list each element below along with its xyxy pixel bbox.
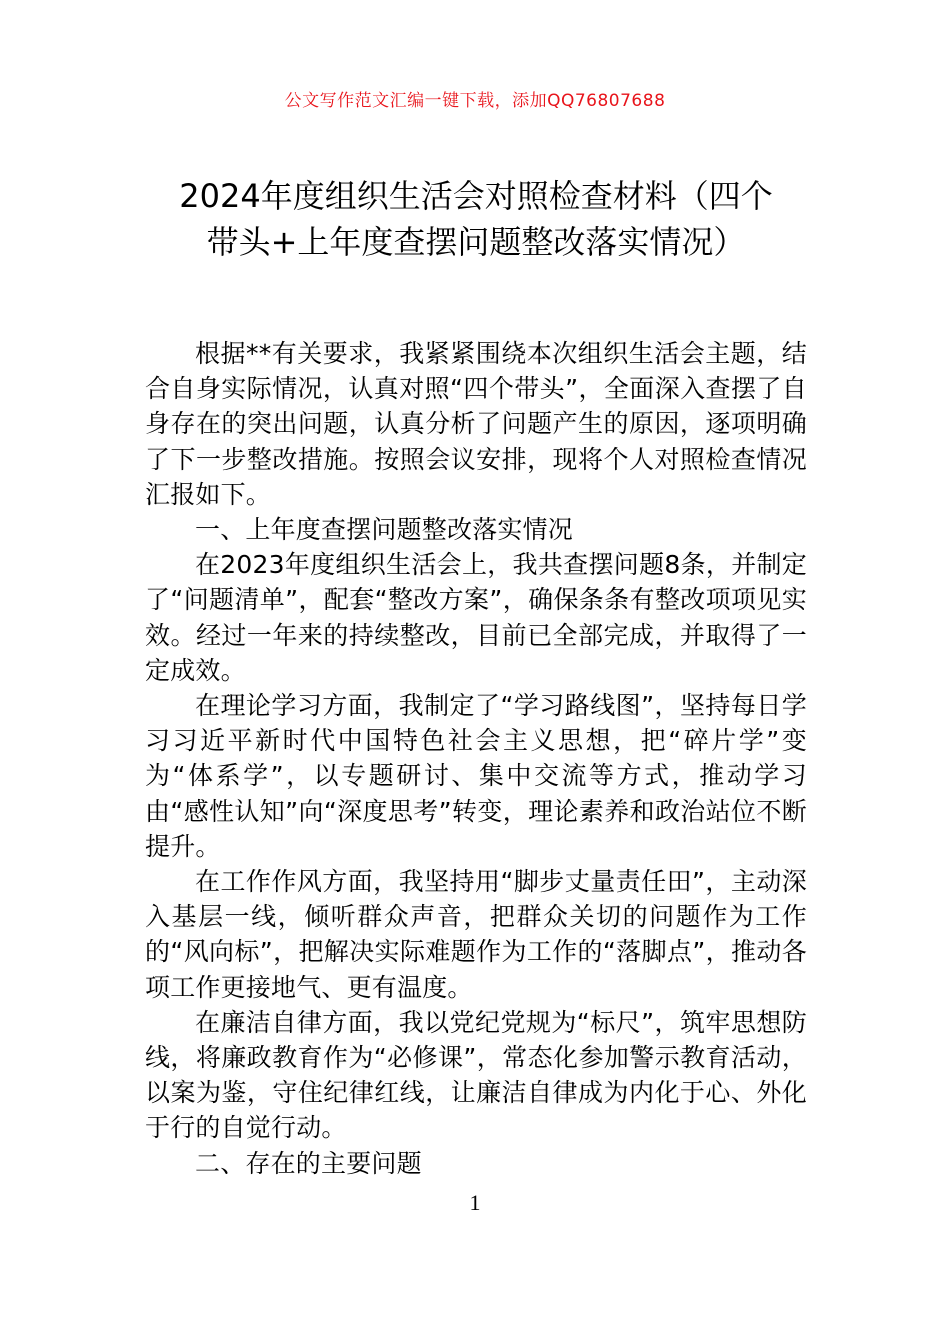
section-heading-2: 二、存在的主要问题 bbox=[195, 1148, 422, 1178]
paragraph-work-style: 在工作作风方面，我坚持用“脚步丈量责任田”，主动深入基层一线，倾听群众声音，把群众关切的问题作为工作的“风向标”，把解决实际难题作为工作的“落脚点”，推动各项工作更接地气、更有温度。 bbox=[145, 867, 807, 1002]
paragraph-theory-study: 在理论学习方面，我制定了“学习路线图”，坚持每日学习习近平新时代中国特色社会主义思想，把“碎片学”变为“体系学”，以专题研讨、集中交流等方式，推动学习由“感性认知”向“深度思考”转变，理论素养和政治站位不断提升。 bbox=[145, 691, 807, 861]
section-heading-1: 一、上年度查摆问题整改落实情况 bbox=[195, 515, 574, 545]
paragraph-rectification-summary: 在2023年度组织生活会上，我共查摆问题8条，并制定了“问题清单”，配套“整改方案”，确保条条有整改项项见实效。经过一年来的持续整改，目前已全部完成，并取得了一定成效。 bbox=[145, 550, 807, 685]
document-title-line-1: 2024年度组织生活会对照检查材料（四个 bbox=[179, 177, 773, 215]
header-download-notice: 公文写作范文汇编一键下载，添加QQ76807688 bbox=[284, 91, 666, 111]
document-title-line-2: 带头+上年度查摆问题整改落实情况） bbox=[206, 223, 746, 261]
paragraph-integrity: 在廉洁自律方面，我以党纪党规为“标尺”，筑牢思想防线，将廉政教育作为“必修课”，常态化参加警示教育活动，以案为鉴，守住纪律红线，让廉洁自律成为内化于心、外化于行的自觉行动。 bbox=[145, 1007, 807, 1143]
document-body bbox=[145, 336, 807, 1181]
page-number: 1 bbox=[469, 1190, 481, 1215]
paragraph-intro: 根据**有关要求，我紧紧围绕本次组织生活会主题，结合自身实际情况，认真对照“四个带头”，全面深入查摆了自身存在的突出问题，认真分析了问题产生的原因，逐项明确了下一步整改措施。按照会议安排，现将个人对照检查情况汇报如下。 bbox=[145, 339, 807, 509]
